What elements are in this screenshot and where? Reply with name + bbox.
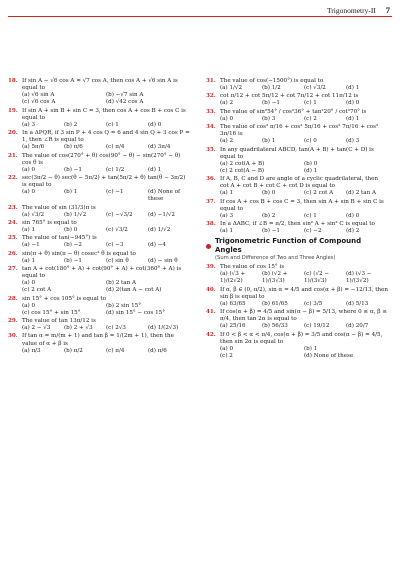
chapter-title: Trigonometry-II bbox=[326, 6, 376, 15]
options bbox=[206, 346, 388, 360]
option: (c) 1/2 bbox=[106, 166, 125, 173]
option: (c) 0 bbox=[304, 138, 317, 145]
options bbox=[8, 92, 190, 106]
options bbox=[8, 122, 190, 129]
option: (a) 1/√2 bbox=[220, 85, 243, 92]
option: (a) −1 bbox=[22, 242, 40, 249]
option: (a) 3 bbox=[220, 212, 234, 219]
option: (d) 1/√2 bbox=[148, 227, 171, 233]
options bbox=[8, 227, 190, 234]
options bbox=[206, 271, 388, 285]
question-text: sin(π + θ) sin(π − θ) cosec² θ is equal to bbox=[22, 250, 136, 257]
option: (b) −1 bbox=[262, 228, 280, 235]
question bbox=[206, 264, 388, 285]
option: (b) 1/2 bbox=[262, 85, 281, 92]
question-number: 27. bbox=[8, 266, 18, 273]
options bbox=[8, 258, 190, 265]
question bbox=[206, 176, 388, 197]
question-number: 34. bbox=[206, 124, 216, 131]
option: (c) 2 bbox=[220, 352, 233, 359]
option: (c) 1 bbox=[304, 212, 317, 219]
options bbox=[206, 190, 388, 197]
question bbox=[8, 130, 190, 151]
question-text: The value of sin (31/3)π is bbox=[22, 204, 96, 211]
question-number: 33. bbox=[206, 108, 216, 115]
option: (b) (√2 + 1)/(3√3) bbox=[262, 271, 288, 285]
question bbox=[8, 235, 190, 249]
options bbox=[8, 280, 190, 294]
option: (b) π/6 bbox=[64, 144, 83, 151]
option: (b) 1 bbox=[64, 189, 78, 196]
options bbox=[206, 100, 388, 107]
question-number: 21. bbox=[8, 152, 18, 159]
option: (a) √3/2 bbox=[22, 211, 45, 218]
options bbox=[206, 323, 388, 330]
option: (d) 1 bbox=[346, 85, 360, 92]
question bbox=[8, 296, 190, 317]
option: (c) π/4 bbox=[106, 347, 125, 354]
options bbox=[8, 167, 190, 174]
option: (a) 1 bbox=[220, 190, 234, 197]
question bbox=[8, 205, 190, 219]
question-text: sec(3π/2 − θ) sec(θ − 5π/2) + tan(5π/2 + θ) tan(θ − 3π/2) is equal to bbox=[22, 174, 186, 189]
running-header bbox=[327, 5, 390, 15]
option: (d) 0 bbox=[346, 212, 360, 219]
question-number: 22. bbox=[8, 174, 18, 181]
option: (c) sin θ bbox=[106, 257, 129, 264]
option: (d) 2(tan A − cot A) bbox=[106, 287, 162, 294]
question bbox=[8, 333, 190, 354]
question-text: If sin A + sin B + sin C = 3, then cos A + cos B + cos C is equal to bbox=[22, 107, 186, 121]
option: (d) 3π/4 bbox=[148, 144, 171, 151]
option: (c) −3 bbox=[106, 242, 124, 249]
question-number: 25. bbox=[8, 235, 18, 242]
options bbox=[206, 161, 388, 175]
option: (d) −4 bbox=[148, 242, 166, 249]
question-text: The value of cos 15° is bbox=[220, 264, 285, 271]
option: (a) 0 bbox=[22, 166, 36, 173]
option: (a) 2 − √3 bbox=[22, 325, 51, 332]
question bbox=[206, 309, 388, 330]
question-text: tan A + cot(180° + A) + cot(90° + A) + cot(360° + A) is equal to bbox=[22, 266, 182, 280]
section-heading bbox=[206, 237, 388, 262]
option: (b) 1/√2 bbox=[64, 211, 87, 218]
question bbox=[8, 266, 190, 294]
option: (a) 25/16 bbox=[220, 323, 246, 330]
question-number: 38. bbox=[206, 221, 216, 228]
option: (b) −1 bbox=[64, 166, 82, 173]
options bbox=[206, 213, 388, 220]
question bbox=[8, 251, 190, 265]
options bbox=[8, 348, 190, 355]
header-rule bbox=[8, 16, 392, 17]
question-number: 32. bbox=[206, 93, 216, 100]
option: (d) 20/7 bbox=[346, 323, 369, 330]
options bbox=[8, 242, 190, 249]
question-number: 18. bbox=[8, 78, 18, 84]
option: (a) 0 bbox=[22, 280, 36, 287]
option: (a) 3 bbox=[22, 121, 36, 128]
left-column bbox=[8, 78, 190, 356]
option: (a) (√3 + 1)/(2√2) bbox=[220, 271, 246, 285]
question-text: The value of tan 13π/12 is bbox=[22, 318, 96, 325]
option: (b) 2 bbox=[262, 212, 276, 219]
question-number: 26. bbox=[8, 250, 18, 257]
option: (d) None of these bbox=[304, 352, 354, 359]
question-text: In any quadrilateral ABCD, tan(A + B) + tan(C + D) is equal to bbox=[220, 146, 374, 160]
option: (b) −1 bbox=[64, 257, 82, 264]
option: (c) 19/12 bbox=[304, 323, 330, 330]
section-subtitle: (Sum and Difference of Two and Three Angles) bbox=[215, 255, 336, 262]
question-number: 29. bbox=[8, 318, 18, 325]
option: (b) 1 bbox=[304, 345, 318, 352]
question-number: 42. bbox=[206, 331, 216, 338]
option: (c) 2 cot A bbox=[22, 287, 52, 294]
option: (a) 0 bbox=[22, 189, 36, 196]
option: (b) −2 bbox=[64, 242, 82, 249]
question-number: 30. bbox=[8, 333, 18, 340]
options bbox=[8, 303, 190, 317]
options bbox=[8, 212, 190, 219]
options bbox=[8, 325, 190, 332]
option: (a) √6 sin A bbox=[22, 92, 55, 99]
option: (d) −1/√2 bbox=[148, 211, 175, 218]
options bbox=[206, 228, 388, 235]
option: (c) (√2 − 1)/(3√3) bbox=[304, 271, 330, 285]
option: (d) sin 15° − cos 15° bbox=[106, 309, 165, 316]
option: (c) cos 15° + sin 15° bbox=[22, 309, 81, 316]
question-text: The value of tan(−945°) is bbox=[22, 235, 97, 242]
option: (b) −√7 sin A bbox=[106, 92, 144, 99]
option: (d) None of these bbox=[148, 189, 181, 203]
option: (d) (√3 − 1)/(3√2) bbox=[346, 271, 372, 285]
question bbox=[206, 93, 388, 107]
option: (c) 2√3 bbox=[106, 325, 126, 332]
option: (d) 3 bbox=[346, 138, 360, 145]
option: (c) √3/2 bbox=[304, 85, 326, 92]
question-number: 31. bbox=[206, 78, 216, 84]
option: (a) π/3 bbox=[22, 347, 41, 354]
option: (b) −1 bbox=[262, 100, 280, 107]
question-text: The value of cos(270° + θ) cos(90° − θ) − sin(270° − θ) cos θ is bbox=[22, 152, 181, 166]
question-number: 35. bbox=[206, 146, 216, 153]
option: (c) 1 bbox=[304, 100, 317, 107]
question-number: 41. bbox=[206, 309, 216, 316]
question-text: If cos A + cos B + cos C = 3, then sin A + sin B + sin C is equal to bbox=[220, 198, 384, 212]
option: (d) 1/(2√3) bbox=[148, 325, 179, 332]
option: (a) 5π/6 bbox=[22, 144, 45, 151]
question-text: In a ΔPQR, if 3 sin P + 4 cos Q = 6 and 4 sin Q + 3 cos P = 1, then ∠R is equal to bbox=[22, 130, 190, 144]
question bbox=[206, 332, 388, 360]
option: (d) 2 bbox=[346, 228, 360, 235]
question-number: 39. bbox=[206, 264, 216, 271]
option: (b) 61/65 bbox=[262, 300, 288, 307]
question bbox=[206, 124, 388, 145]
option: (a) 0 bbox=[220, 115, 234, 122]
question-text: The value of cos² π/16 + cos² 5π/16 + cos² 7π/16 + cos² 3π/16 is bbox=[220, 124, 379, 138]
option: (d) 1 bbox=[346, 115, 360, 122]
question bbox=[8, 108, 190, 129]
page-number: 7 bbox=[385, 5, 390, 15]
option: (a) 2 bbox=[220, 138, 234, 145]
question bbox=[206, 109, 388, 123]
question-text: sin 15° + cos 105° is equal to bbox=[22, 295, 107, 302]
question-text: If sin A − √6 cos A = √7 cos A, then cos A + √6 sin A is equal to bbox=[22, 78, 178, 92]
question-number: 40. bbox=[206, 286, 216, 293]
option: (d) 1 bbox=[304, 167, 318, 174]
options bbox=[206, 138, 388, 145]
question bbox=[8, 318, 190, 332]
options bbox=[8, 144, 190, 151]
question-text: The value of cos(−1500°) is equal to bbox=[220, 78, 324, 84]
option: (b) 0 bbox=[304, 160, 318, 167]
option: (c) √6 cos A bbox=[22, 99, 56, 106]
question-number: 24. bbox=[8, 219, 18, 226]
question bbox=[206, 287, 388, 308]
option: (b) 2 sin 15° bbox=[106, 302, 142, 309]
option: (b) 56/33 bbox=[262, 323, 288, 330]
option: (d) √42 cos A bbox=[106, 99, 144, 106]
options bbox=[8, 189, 190, 203]
option: (b) 3 bbox=[262, 115, 276, 122]
bullet-icon bbox=[206, 244, 211, 249]
section-title: Trigonometric Function of Compound Angles bbox=[215, 237, 362, 255]
option: (d) 0 bbox=[346, 100, 360, 107]
question-number: 36. bbox=[206, 176, 216, 183]
option: (c) −√3/2 bbox=[106, 211, 133, 218]
option: (a) 1 bbox=[220, 228, 234, 235]
option: (d) 1 bbox=[148, 166, 162, 173]
question bbox=[8, 153, 190, 174]
question-text: sin 765° is equal to bbox=[22, 219, 77, 226]
option: (d) 5/13 bbox=[346, 300, 369, 307]
question bbox=[206, 221, 388, 235]
question-text: If A, B, C and D are angle of a cyclic quadrilateral, then cot A + cot B + cot C + cot D is equal to bbox=[220, 176, 379, 190]
right-questions-top bbox=[206, 78, 388, 235]
question bbox=[8, 175, 190, 203]
option: (c) −1 bbox=[106, 189, 124, 196]
option: (c) 2 cot A bbox=[304, 190, 334, 197]
option: (b) 0 bbox=[64, 227, 78, 233]
option: (a) 2 bbox=[220, 100, 234, 107]
question-number: 19. bbox=[8, 107, 18, 114]
option: (a) 63/65 bbox=[220, 300, 246, 307]
question bbox=[8, 78, 190, 106]
question-text: If cos(α + β) = 4/5 and sin(α − β) = 5/13, where 0 ≤ α, β ≤ π/4, then tan 2α is equal to bbox=[220, 309, 387, 323]
question bbox=[206, 147, 388, 175]
option: (b) π/2 bbox=[64, 347, 83, 354]
options bbox=[206, 116, 388, 123]
option: (c) 2 bbox=[304, 115, 317, 122]
option: (b) 2 tan A bbox=[106, 280, 137, 287]
option: (a) 2 cot(A + B) bbox=[220, 160, 265, 167]
question-number: 20. bbox=[8, 130, 18, 137]
option: (c) 3/5 bbox=[304, 300, 323, 307]
question-text: If tan α = m/(m + 1) and tan β = 1/(2m + 1), then the value of α + β is bbox=[22, 333, 174, 347]
option: (c) π/4 bbox=[106, 144, 125, 151]
question-number: 23. bbox=[8, 204, 18, 211]
question-number: 28. bbox=[8, 295, 18, 302]
option: (d) 0 bbox=[148, 121, 162, 128]
option: (b) 2 bbox=[64, 121, 78, 128]
option: (c) 1 bbox=[106, 121, 119, 128]
question bbox=[8, 220, 190, 234]
option: (b) 2 + √3 bbox=[64, 325, 93, 332]
options bbox=[206, 301, 388, 308]
question-number: 37. bbox=[206, 198, 216, 205]
right-column bbox=[206, 78, 388, 361]
options bbox=[206, 85, 388, 92]
question-text: The value of sin²54° / cos²36° + tan²20° / cot²70° is bbox=[220, 108, 367, 115]
question bbox=[206, 78, 388, 92]
question-text: In a ΔABC, if ∠B = π/2, then sin² A + sin² C is equal to bbox=[220, 221, 375, 228]
question-text: If 0 < β < α < π/4, cos(α + β) = 3/5 and cos(α − β) = 4/5, then sin 2α is equal to bbox=[220, 331, 383, 345]
question-text: If α, β ∈ (0, π/2), sin α = 4/5 and cos(α + β) = −12/13, then sin β is equal to bbox=[220, 286, 388, 300]
question bbox=[206, 199, 388, 220]
right-questions-bottom bbox=[206, 264, 388, 360]
option: (c) √3/2 bbox=[106, 227, 128, 233]
option: (d) π/6 bbox=[148, 347, 167, 354]
option: (c) 2 cot(A − B) bbox=[220, 167, 265, 174]
option: (a) 1 bbox=[22, 227, 36, 233]
option: (b) 0 bbox=[262, 190, 276, 197]
question-text: cot π/12 + cot 5π/12 + cot 7π/12 + cot 11π/12 is bbox=[220, 93, 359, 100]
option: (c) −2 bbox=[304, 228, 322, 235]
option: (d) 2 tan A bbox=[346, 190, 377, 197]
option: (a) 1 bbox=[22, 257, 36, 264]
option: (d) − sin θ bbox=[148, 257, 178, 264]
option: (a) 0 bbox=[22, 302, 36, 309]
option: (b) 1 bbox=[262, 138, 276, 145]
option: (a) 0 bbox=[220, 345, 234, 352]
